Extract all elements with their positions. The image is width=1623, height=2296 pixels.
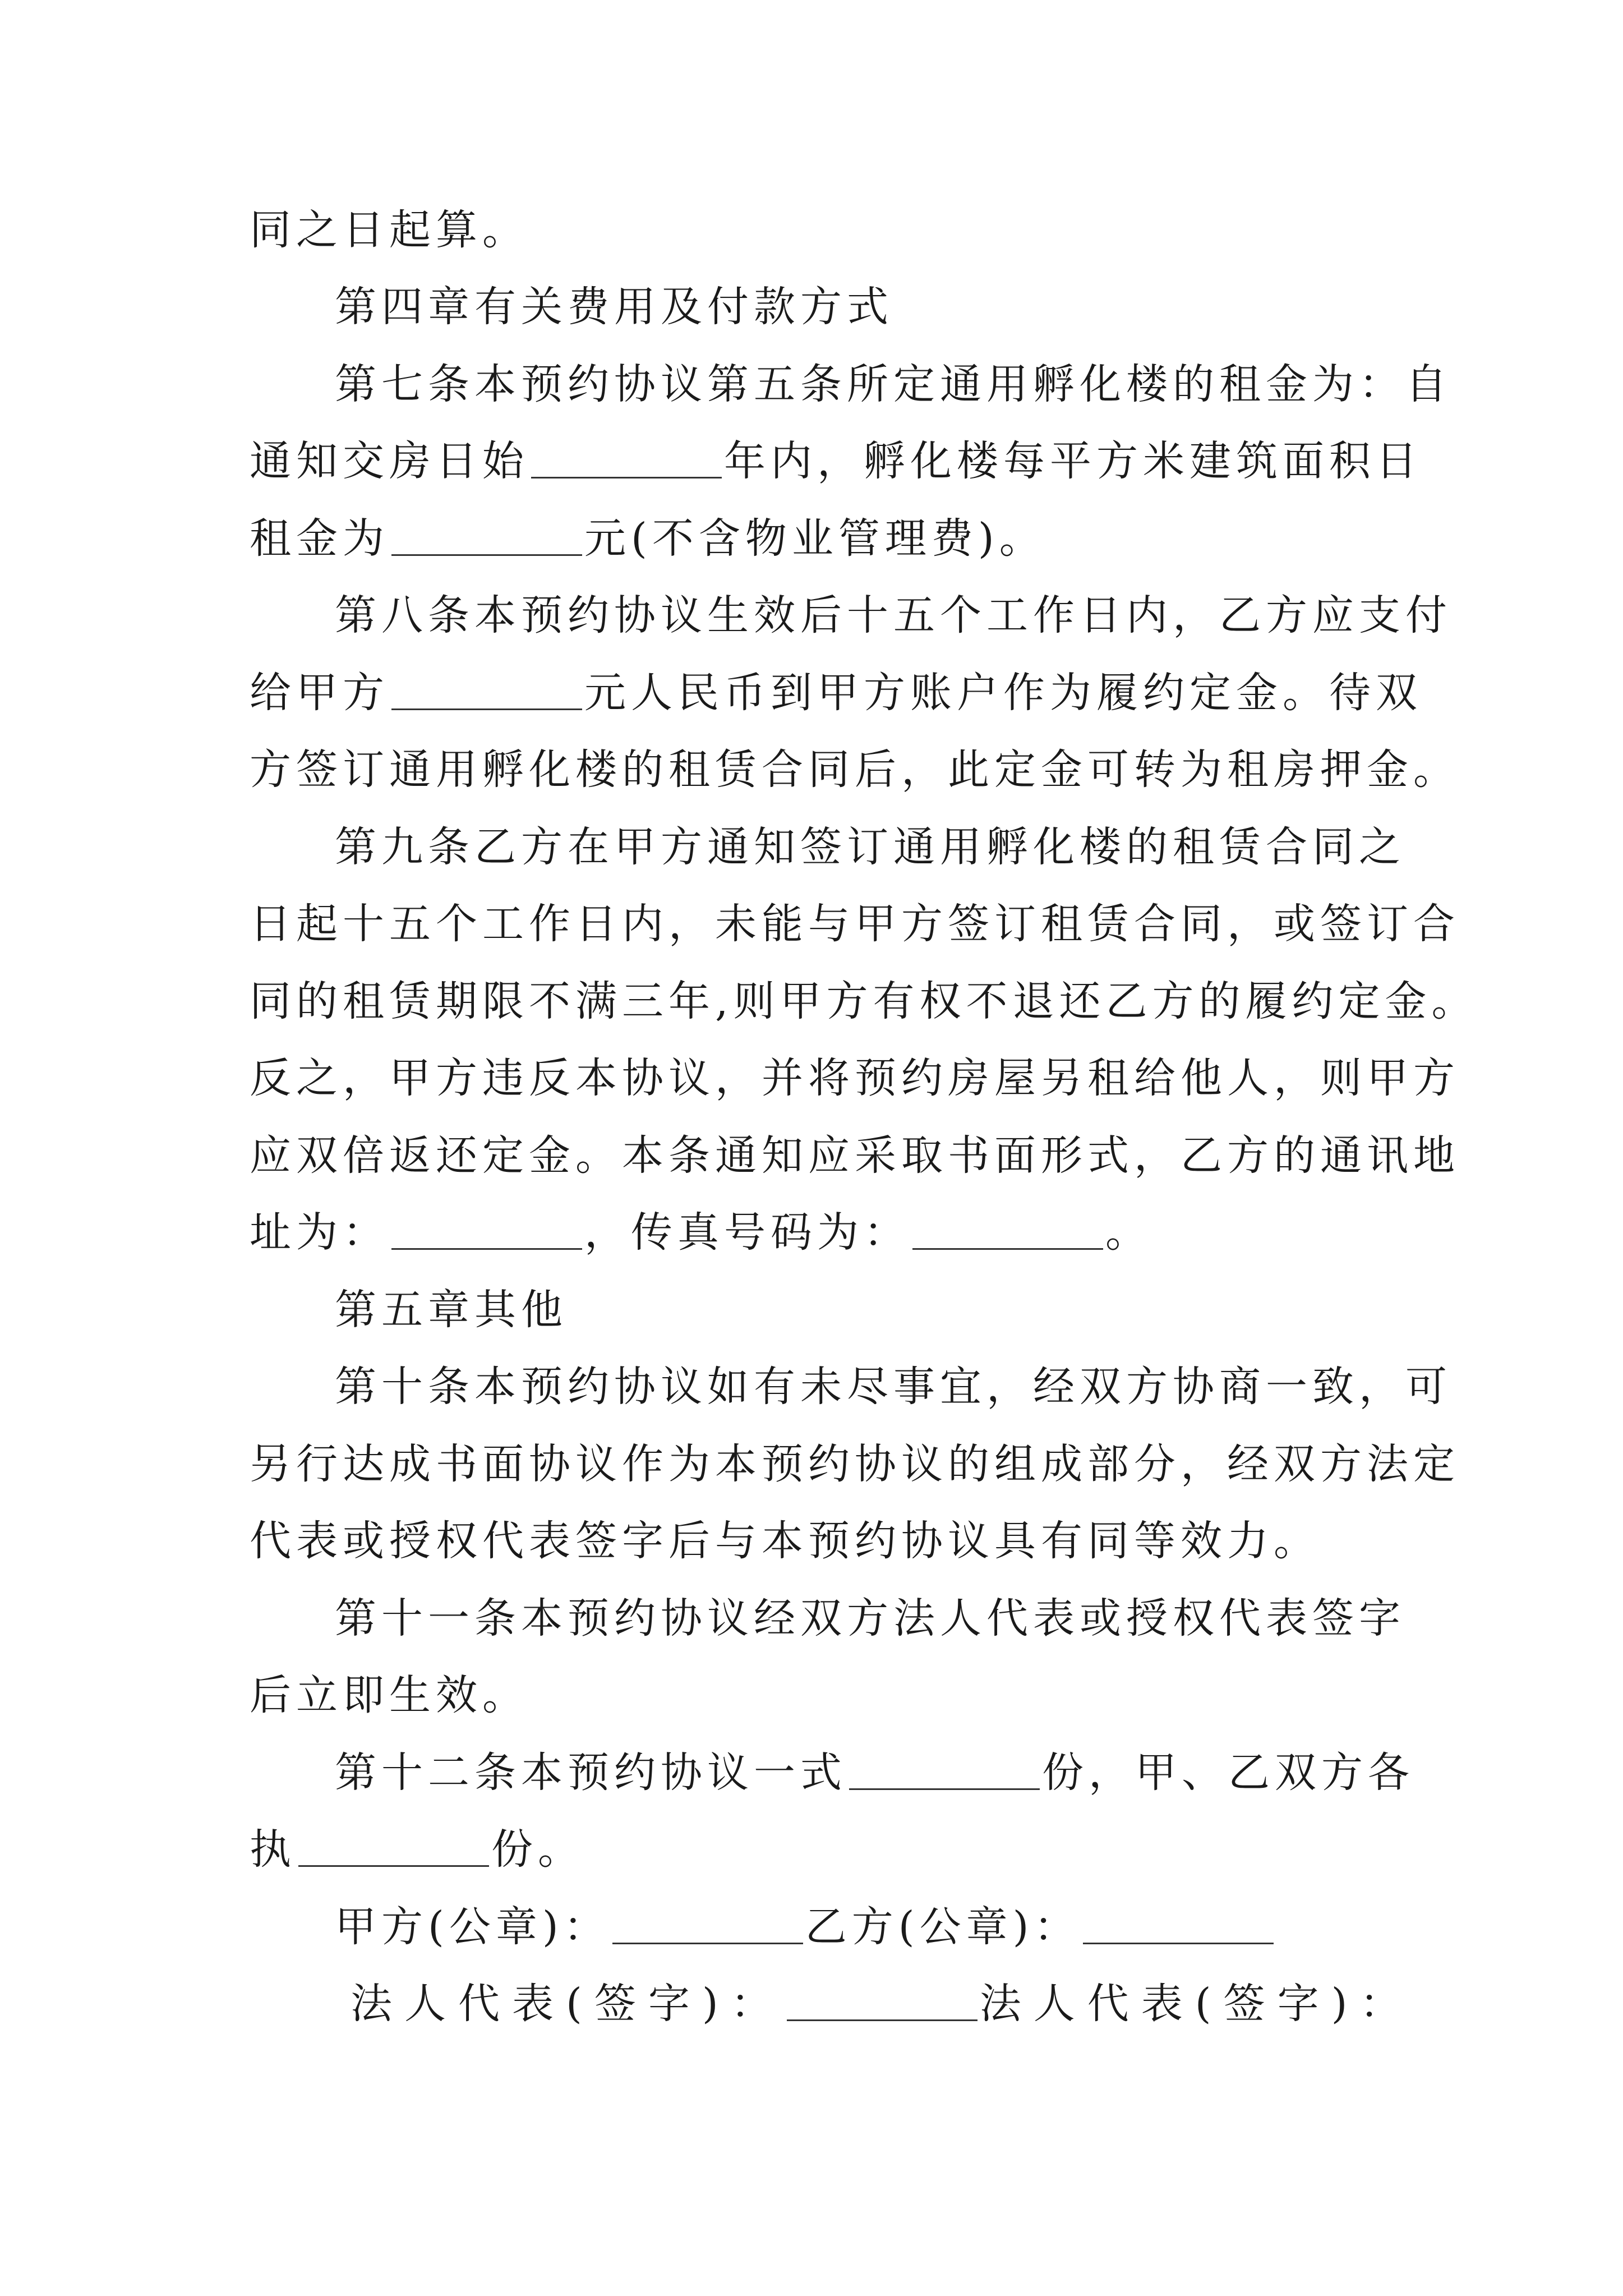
paragraph-line (250, 1050, 1460, 1106)
fill-in-blank (298, 1832, 489, 1867)
chapter-heading-text: 第四章有关费用及付款方式 (335, 283, 893, 331)
line-text: 日起十五个工作日内，未能与甲方签订租赁合同，或签订合 (250, 900, 1460, 948)
fill-in-blank (531, 443, 722, 478)
paragraph-line (250, 665, 1422, 721)
chapter-heading (335, 279, 893, 335)
paragraph-line (250, 1128, 1460, 1184)
party-b-seal-label: 乙方(公章)： (805, 1903, 1081, 1951)
line-text: 同之日起算。 (250, 206, 529, 254)
line-text: 第十条本预约协议如有未尽事宜，经双方协商一致，可 (335, 1363, 1452, 1411)
line-text: 租金为 (250, 514, 389, 563)
fill-in-blank (391, 1214, 582, 1250)
article-12-line (335, 1745, 1414, 1801)
line-text: ，传真号码为： (584, 1208, 910, 1257)
article-9-line (335, 819, 1405, 875)
fill-in-blank (391, 675, 582, 710)
paragraph-line (250, 973, 1478, 1029)
fill-in-blank (787, 1986, 978, 2021)
line-text: 第七条本预约协议第五条所定通用孵化楼的租金为：自 (335, 360, 1452, 408)
article-7-line (335, 356, 1452, 412)
chapter-heading (335, 1282, 568, 1338)
line-text: 应双倍返还定金。本条通知应采取书面形式，乙方的通讯地 (250, 1131, 1460, 1180)
paragraph-line (250, 510, 1046, 567)
line-text: 执 (250, 1825, 296, 1874)
fill-in-blank (1083, 1909, 1274, 1944)
fill-in-blank (612, 1909, 803, 1944)
paragraph-line (250, 433, 1422, 489)
article-8-line (335, 587, 1452, 643)
party-a-seal-label: 甲方(公章)： (335, 1903, 610, 1951)
line-text: 另行达成书面协议作为本预约协议的组成部分，经双方法定 (250, 1440, 1460, 1488)
line-text: 代表或授权代表签字后与本预约协议具有同等效力。 (250, 1517, 1320, 1565)
article-10-line (335, 1359, 1452, 1415)
fill-in-blank (849, 1755, 1040, 1790)
paragraph-line (250, 1667, 529, 1723)
line-text: 同的租赁期限不满三年,则甲方有权不退还乙方的履约定金。 (250, 977, 1478, 1025)
line-text: 第十二条本预约协议一式 (335, 1749, 847, 1797)
line-text: 份。 (491, 1825, 584, 1874)
article-11-line (335, 1590, 1405, 1646)
line-text: 址为： (250, 1208, 389, 1257)
paragraph-line (250, 1436, 1460, 1492)
line-text: 元人民币到甲方账户作为履约定金。待双 (584, 669, 1422, 717)
paragraph-line (250, 742, 1460, 798)
party-seal-line (335, 1899, 1276, 1955)
line-text: 方签订通用孵化楼的租赁合同后，此定金可转为租房押金。 (250, 746, 1460, 794)
line-text: 。 (1105, 1208, 1152, 1257)
line-text: 第九条乙方在甲方通知签订通用孵化楼的租赁合同之 (335, 823, 1405, 871)
line-text: 后立即生效。 (250, 1671, 529, 1719)
line-text: 第八条本预约协议生效后十五个工作日内，乙方应支付 (335, 591, 1452, 639)
line-text: 份，甲、乙双方各 (1042, 1749, 1414, 1797)
fill-in-blank (912, 1214, 1103, 1250)
fill-in-blank (391, 521, 582, 556)
line-text: 第十一条本预约协议经双方法人代表或授权代表签字 (335, 1594, 1405, 1642)
paragraph-line (250, 1821, 584, 1878)
chapter-heading-text: 第五章其他 (335, 1286, 568, 1334)
party-a-representative-label: 法人代表(签字)： (351, 1980, 785, 2028)
paragraph-line (250, 1204, 1152, 1260)
party-b-representative-label: 法人代表(签字)： (979, 1980, 1414, 2028)
paragraph-line (250, 896, 1460, 952)
line-text: 通知交房日始 (250, 437, 529, 485)
paragraph-line (250, 1513, 1320, 1569)
line-text: 反之，甲方违反本协议，并将预约房屋另租给他人，则甲方 (250, 1054, 1460, 1102)
line-text: 元(不含物业管理费)。 (584, 514, 1046, 563)
paragraph-line (250, 202, 529, 258)
line-text: 年内，孵化楼每平方米建筑面积日 (724, 437, 1422, 485)
signature-line (351, 1976, 1414, 2032)
line-text: 给甲方 (250, 669, 389, 717)
